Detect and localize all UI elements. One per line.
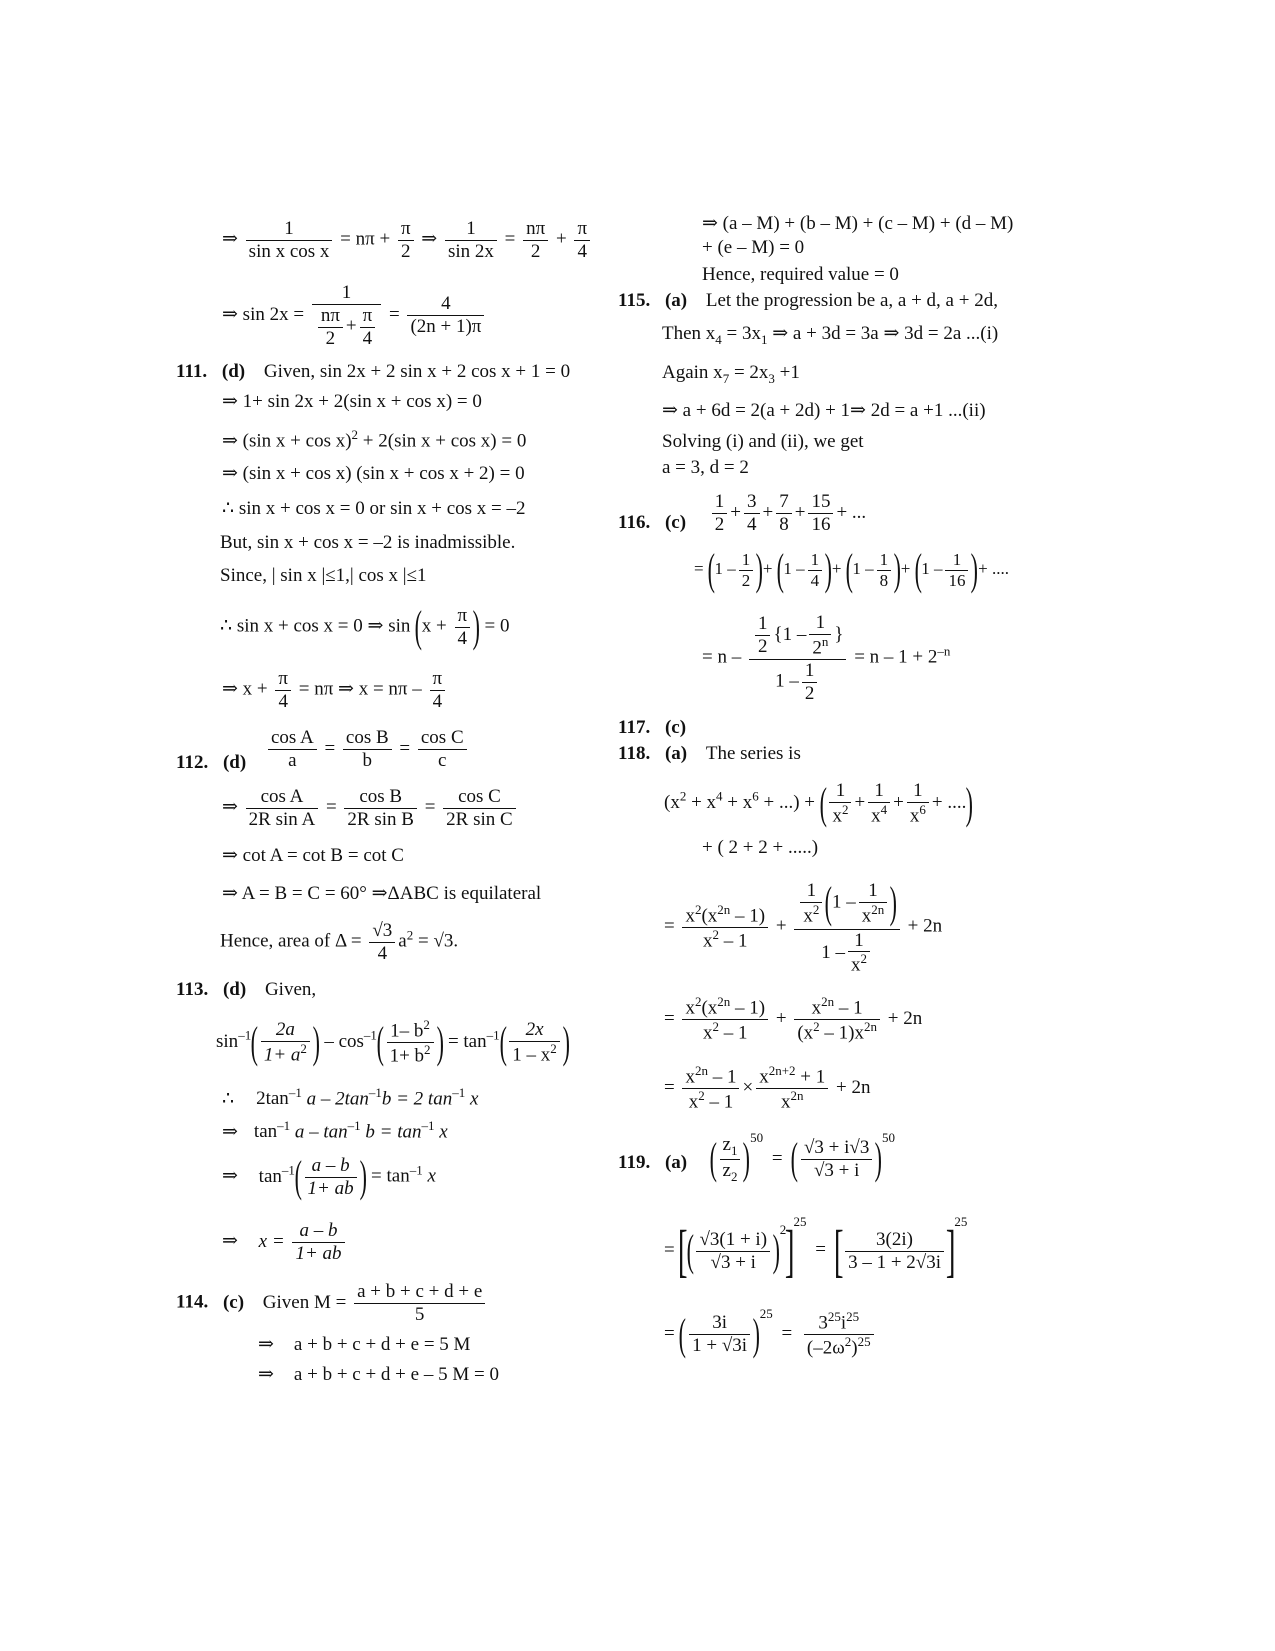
answer-key: (c) <box>664 511 687 533</box>
answer-key: (a) <box>664 290 688 311</box>
q113-step: ⇒ $\tan^{-1}$( $\frac{a - b}{1+ ab}$ ) = $\tan^{-1} x$ <box>222 1152 436 1202</box>
question-number: 111. <box>176 361 208 382</box>
intro-line-1: ⇒ $\frac{1}{\text{sin x cos x}}$ = nπ + $\frac{\pi}{2}$ ⇒ $\frac{1}{\sin 2x}$ = $\frac{n\pi}{2}$ + $\frac{\pi}{4}$ <box>222 218 593 263</box>
q119-step: = [( $\frac{√3(1 + i)}{√3 + i}$ )$^2$]$^{25}$ = [ $\frac{3(2i)}{3 - 1 + 2√3i}$ ]$^{25}$ <box>664 1214 968 1283</box>
q117-header <box>618 718 686 737</box>
question-number: 112. <box>176 751 209 773</box>
q115-step: Again $x_7 = 2x_3 +1$ <box>662 362 800 386</box>
q111-step: ∴ sin x + cos x = 0 or sin x + cos x = –2 <box>222 498 526 519</box>
q113-step: ∴ $2\tan^{-1}$ $a - 2\tan^{-1}b = 2$ $\tan^{-1} x$ <box>222 1085 479 1110</box>
question-number: 115. <box>618 290 651 311</box>
q114-step: Hence, required value = 0 <box>702 264 899 285</box>
q111-step: ⇒ x + $\frac{\pi}{4}$ = nπ ⇒ x = nπ – $\frac{\pi}{4}$ <box>222 668 448 713</box>
q112-step: ⇒ A = B = C = 60° ⇒ΔABC is equilateral <box>222 883 542 904</box>
q112-step: ⇒ $\frac{\text{cos A}}{\text{2R sin A}}$ = $\frac{\text{cos B}}{\text{2R sin B}}$ = $\frac{\text{cos C}}{\text{2R sin C}}$ <box>222 786 519 831</box>
answer-key: (d) <box>221 361 246 382</box>
answer-key: (d) <box>222 979 247 1000</box>
q118-step: + ( 2 + 2 + .....) <box>702 837 819 858</box>
q112-step: Hence, area of Δ = $\frac{√3}{4}$ $a^2 = √3$. <box>220 920 459 964</box>
q115-step: a = 3, d = 2 <box>662 457 749 478</box>
q115-step: Solving (i) and (ii), we get <box>662 431 864 452</box>
q112-step: ⇒ cot A = cot B = cot C <box>222 845 404 866</box>
q111-step: ⇒ (sin x + cos x)$^2$ + 2(sin x + cos x) = 0 <box>222 427 527 452</box>
q111-step: But, sin x + cos x = –2 is inadmissible. <box>220 532 516 553</box>
q114-step: ⇒ a + b + c + d + e – 5 M = 0 <box>258 1364 499 1385</box>
q118-step: = $\frac{x^2(x^{2n} - 1)}{x^2 - 1}$ + $\frac{1}{x^2}$ (1 – $\frac{1}{x^{2n}}$ ) 1 – $\frac{1}{x^2}$ + 2n <box>664 878 943 976</box>
q114-step: ⇒ a + b + c + d + e = 5 M <box>258 1334 471 1355</box>
q118-step: = $\frac{x^2(x^{2n} - 1)}{x^2 - 1}$ + $\frac{x^{2n} - 1}{(x^2 - 1)x^{2n}}$ + 2n <box>664 994 923 1044</box>
q111-step: Since, | sin x |≤1,| cos x |≤1 <box>220 565 427 586</box>
q118-step: = $\frac{x^{2n} - 1}{x^2 - 1}$ × $\frac{x^{2n+2} + 1}{x^{2n}}$ + 2n <box>664 1063 871 1113</box>
q113-step: $\sin^{-1}$( $\frac{2a}{1+ a^2}$ ) – $\cos^{-1}$( $\frac{1- b^2}{1+ b^2}$ ) = $\tan^{-1}$( $\frac{2x}{1 - x^2}$ ) <box>216 1017 570 1067</box>
q119-header: 119. (a) ( $\frac{z_1}{z_2}$ )$^{50}$ = ( $\frac{√3 + i√3}{√3 + i}$ )$^{50}$ <box>618 1130 895 1184</box>
q116-step: = (1 – $\frac{1}{2}$ )+ (1 – $\frac{1}{4}$ )+ (1 – $\frac{1}{8}$ )+ (1 – $\frac{1}{16}$ )+ .... <box>694 545 1009 594</box>
q114-step: + (e – M) = 0 <box>702 237 805 258</box>
q115-step: Then $x_4 = 3x_1$ ⇒ a + 3d = 3a ⇒ 3d = 2a ...(i) <box>662 323 999 347</box>
q111-step: ∴ sin x + cos x = 0 ⇒ sin (x + $\frac{\pi}{4}$ ) = 0 <box>220 602 510 652</box>
q113-header: 113. (d) Given, <box>176 979 317 1000</box>
q118-header: 118. (a) The series is <box>618 743 801 764</box>
answer-key: (c) <box>664 717 687 738</box>
q114-step: ⇒ (a – M) + (b – M) + (c – M) + (d – M) <box>702 213 1014 234</box>
q116-header: 116. (c) $\frac{1}{2}$ + $\frac{3}{4}$ + $\frac{7}{8}$ + $\frac{15}{16}$ + ... <box>618 491 867 535</box>
q112-header: 112. (d) $\frac{\text{cos A}}{a}$ = $\frac{\text{cos B}}{b}$ = $\frac{\text{cos C}}{c}$ <box>176 727 470 772</box>
question-number: 117. <box>618 717 651 738</box>
q115-header: 115. (a) Let the progression be a, a + d, a + 2d, <box>618 290 998 311</box>
q111-step: ⇒ (sin x + cos x) (sin x + cos x + 2) = 0 <box>222 463 525 484</box>
q113-step: ⇒ x = $\frac{a - b}{1+ ab}$ <box>222 1220 348 1265</box>
question-number: 116. <box>618 511 651 533</box>
q111-step: ⇒ 1+ sin 2x + 2(sin x + cos x) = 0 <box>222 391 482 412</box>
q111-header: 111. (d) Given, sin 2x + 2 sin x + 2 cos x + 1 = 0 <box>176 361 571 382</box>
q114-header: 114. (c) Given M = $\frac{a + b + c + d + e}{5}$ <box>176 1281 488 1326</box>
question-number: 114. <box>176 1291 209 1313</box>
answer-key: (a) <box>664 1151 688 1173</box>
answer-key: (a) <box>664 743 688 764</box>
question-number: 118. <box>618 743 651 764</box>
q119-step: = ( $\frac{3i}{1 + √3i}$ )$^{25}$ = $\frac{3^{25}i^{25}}{(-2\omega^2)^{25}}$ <box>664 1310 877 1359</box>
q113-step: ⇒ $\tan^{-1} a - \tan^{-1} b = \tan^{-1} x$ <box>222 1118 448 1143</box>
q118-step: ($x^2 + x^4 + x^6$ + ...) + ( $\frac{1}{x^2}$ + $\frac{1}{x^4}$ + $\frac{1}{x^6}$ + ....) <box>664 778 974 828</box>
question-number: 119. <box>618 1151 651 1173</box>
question-number: 113. <box>176 979 209 1000</box>
q116-step: = n – $\frac{1}{2}$ {1 – $\frac{1}{2^n}$ } 1 – $\frac{1}{2}$ = $n - 1 + 2^{-n}$ <box>702 612 951 704</box>
answer-key: (c) <box>222 1291 245 1313</box>
q115-step: ⇒ a + 6d = 2(a + 2d) + 1⇒ 2d = a +1 ...(ii) <box>662 400 986 421</box>
answer-key: (d) <box>222 751 247 773</box>
intro-line-2: ⇒ sin 2x = 1 $\frac{n\pi}{2}$ + $\frac{\pi}{4}$ = $\frac{4}{(2n + 1)\pi}$ <box>222 282 487 350</box>
